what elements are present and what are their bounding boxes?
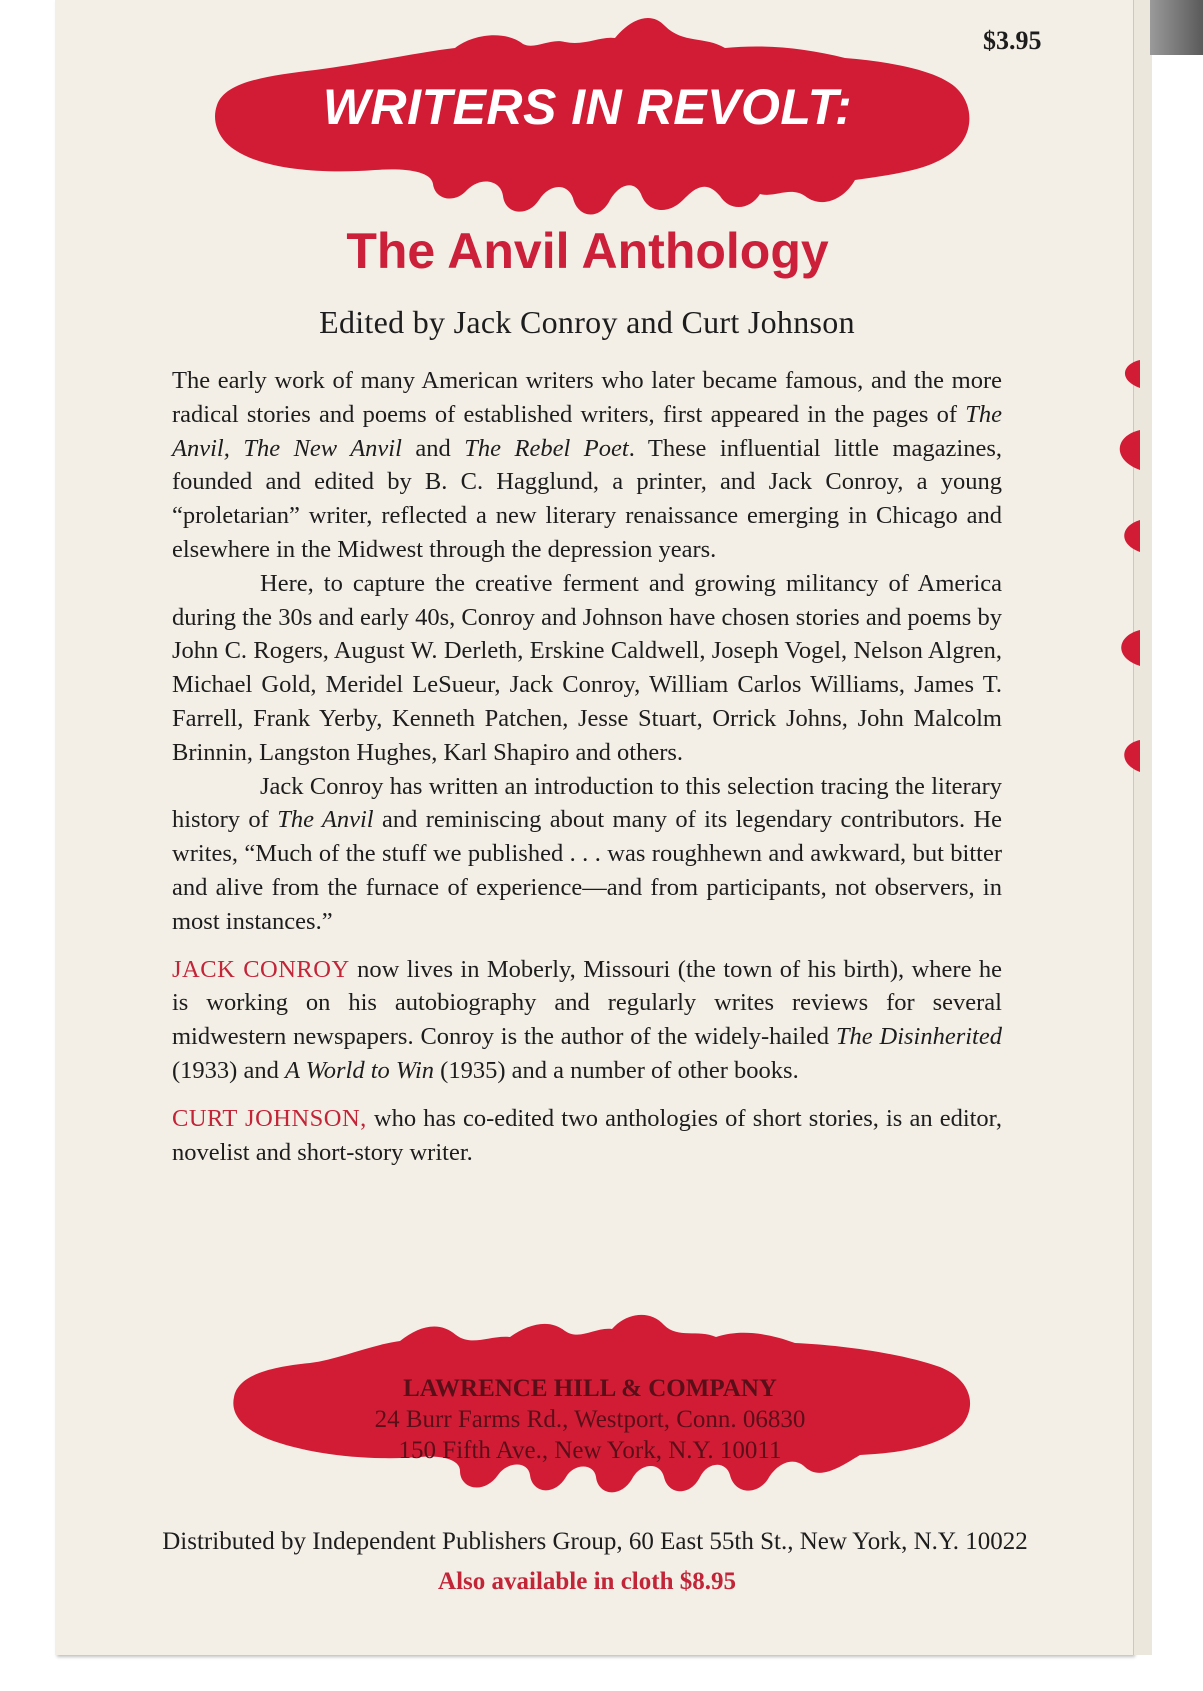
publisher-block [300,1373,880,1466]
text-span: who has co-edited two anthologies of short stories, is an editor, novelist and short-story writer. [172,1104,1002,1166]
page-edge [1133,0,1152,1655]
description-paragraph-2: Here, to capture the creative ferment and growing militancy of America during the 30s and early 40s, Conroy and Johnson have chosen stories and poems by John C. Rogers, August W. Derleth, Erskine Caldwell, Joseph Vogel, Nelson Algren, Michael Gold, Meridel LeSueur, Jack Conroy, William Carlos Williams, James T. Farrell, Frank Yerby, Kenneth Patchen, Jesse Stuart, Orrick Johns, John Malcolm Brinnin, Langston Hughes, Karl Shapiro and others. [172,569,1002,766]
bio-curt-johnson [172,1102,1002,1170]
text-span: The early work of many American writers who later became famous, and the more radical stories and poems of established writers, first appeared in the pages of [172,367,1002,428]
background-shadow [1150,0,1203,55]
distribution-line: Distributed by Independent Publishers Group, 60 East 55th St., New York, N.Y. 10022 [162,1528,1028,1555]
text-span: and reminiscing about many of its legendary contributors. He writes, “Much of the stuff we published . . . was roughhewn and awkward, but bitter and alive from the furnace of experience—and from participants, not observers, in most instances.” [172,806,1003,935]
publisher-name: LAWRENCE HILL & COMPANY [403,1375,777,1402]
book-title: WRITERS IN REVOLT: [322,79,853,135]
publisher-address-2: 150 Fifth Ave., New York, N.Y. 10011 [398,1437,782,1464]
price-label: $3.95 [983,26,1042,55]
bio-jack-conroy [172,953,1002,1088]
description-paragraph-3 [172,770,1002,939]
book-title-ref: A World to Win [284,1056,435,1084]
edge-ink-marks [1100,340,1140,800]
text-span: Jack Conroy has written an introduction to this selection tracing the literary history of [172,772,1002,834]
publisher-address-1: 24 Burr Farms Rd., Westport, Conn. 06830 [374,1406,806,1433]
text-span: now lives in Moberly, Missouri (the town of his birth), where he is working on his autobiography and regularly writes reviews for several midwestern newspapers. Conroy is the author of the widely-hailed [172,955,1002,1051]
cloth-edition-note: Also available in cloth $8.95 [438,1568,736,1595]
author-name: JACK CONROY [172,955,350,983]
author-name: CURT JOHNSON, [172,1104,367,1132]
description-paragraph-1 [172,364,1002,567]
magazine-title: The Anvil [277,806,374,834]
text-span: (1933) and [172,1056,285,1084]
description-text [172,364,1002,1169]
text-span: and [401,434,465,462]
book-title-ref: The Disinherited [835,1023,1002,1051]
text-span: . These influential little magazines, founded and edited by B. C. Hagglund, a printer, and Jack Conroy, a young “proletarian” writer, reflected a new literary renaissance emerging in Chicago and elsewhere in the Midwest through the depression years. [172,434,1002,563]
book-subtitle: The Anvil Anthology [346,223,829,279]
text-span: (1935) and a number of other books. [434,1056,799,1084]
editors-line: Edited by Jack Conroy and Curt Johnson [319,304,855,340]
magazine-title: The Rebel Poet [464,434,629,462]
magazine-title: The Anvil, The New Anvil [172,400,1002,462]
